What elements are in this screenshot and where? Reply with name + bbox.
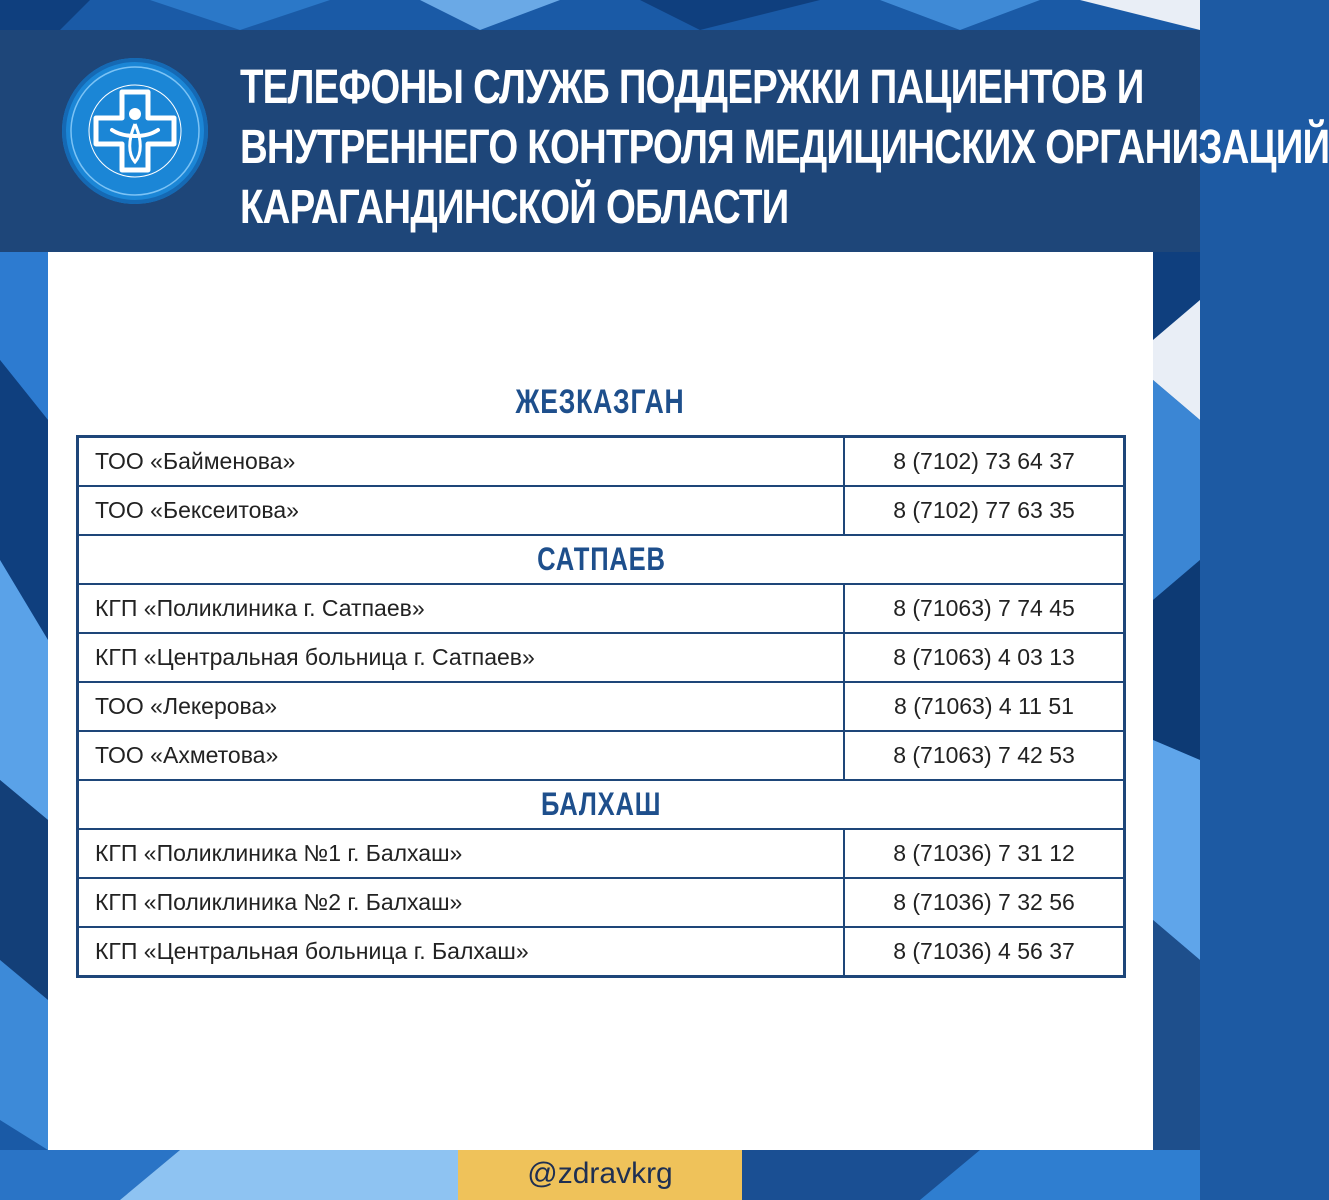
table-row bbox=[78, 878, 1125, 927]
org-name: КГП «Поликлиника №2 г. Балхаш» bbox=[78, 878, 845, 927]
phone-number[interactable]: 8 (71063) 7 74 45 bbox=[844, 584, 1125, 633]
region-heading-zhezkazgan: ЖЕЗКАЗГАН bbox=[515, 383, 685, 421]
social-handle[interactable]: @zdravkrg bbox=[458, 1150, 742, 1200]
phone-number[interactable]: 8 (71036) 7 31 12 bbox=[844, 829, 1125, 878]
table-row bbox=[78, 437, 1125, 487]
table-row bbox=[78, 682, 1125, 731]
org-name: КГП «Центральная больница г. Балхаш» bbox=[78, 927, 845, 977]
org-name: КГП «Поликлиника №1 г. Балхаш» bbox=[78, 829, 845, 878]
table-row bbox=[78, 486, 1125, 535]
phone-number[interactable]: 8 (71063) 4 11 51 bbox=[844, 682, 1125, 731]
table-row bbox=[78, 927, 1125, 977]
phone-number[interactable]: 8 (71036) 7 32 56 bbox=[844, 878, 1125, 927]
medical-cross-icon bbox=[62, 58, 208, 204]
phone-number[interactable]: 8 (71063) 4 03 13 bbox=[844, 633, 1125, 682]
region-row-balkhash bbox=[78, 780, 1125, 829]
page-title bbox=[240, 58, 1329, 238]
phone-number[interactable]: 8 (7102) 73 64 37 bbox=[844, 437, 1125, 487]
org-name: ТОО «Ахметова» bbox=[78, 731, 845, 780]
table-row bbox=[78, 584, 1125, 633]
title-line: ТЕЛЕФОНЫ СЛУЖБ ПОДДЕРЖКИ ПАЦИЕНТОВ И bbox=[240, 61, 1144, 114]
title-line: КАРАГАНДИНСКОЙ ОБЛАСТИ bbox=[240, 181, 789, 234]
phone-number[interactable]: 8 (71063) 7 42 53 bbox=[844, 731, 1125, 780]
org-name: ТОО «Байменова» bbox=[78, 437, 845, 487]
table-row bbox=[78, 829, 1125, 878]
phones-table bbox=[76, 435, 1126, 978]
region-heading-satpaev: САТПАЕВ bbox=[536, 541, 666, 577]
phone-number[interactable]: 8 (7102) 77 63 35 bbox=[844, 486, 1125, 535]
org-name: ТОО «Лекерова» bbox=[78, 682, 845, 731]
phone-number[interactable]: 8 (71036) 4 56 37 bbox=[844, 927, 1125, 977]
org-name: КГП «Центральная больница г. Сатпаев» bbox=[78, 633, 845, 682]
region-row-satpaev bbox=[78, 535, 1125, 584]
region-heading-balkhash: БАЛХАШ bbox=[540, 786, 662, 822]
org-name: КГП «Поликлиника г. Сатпаев» bbox=[78, 584, 845, 633]
title-line: ВНУТРЕННЕГО КОНТРОЛЯ МЕДИЦИНСКИХ ОРГАНИЗАЦИЙ bbox=[240, 121, 1329, 174]
org-name: ТОО «Бексеитова» bbox=[78, 486, 845, 535]
table-row bbox=[78, 633, 1125, 682]
table-row bbox=[78, 731, 1125, 780]
